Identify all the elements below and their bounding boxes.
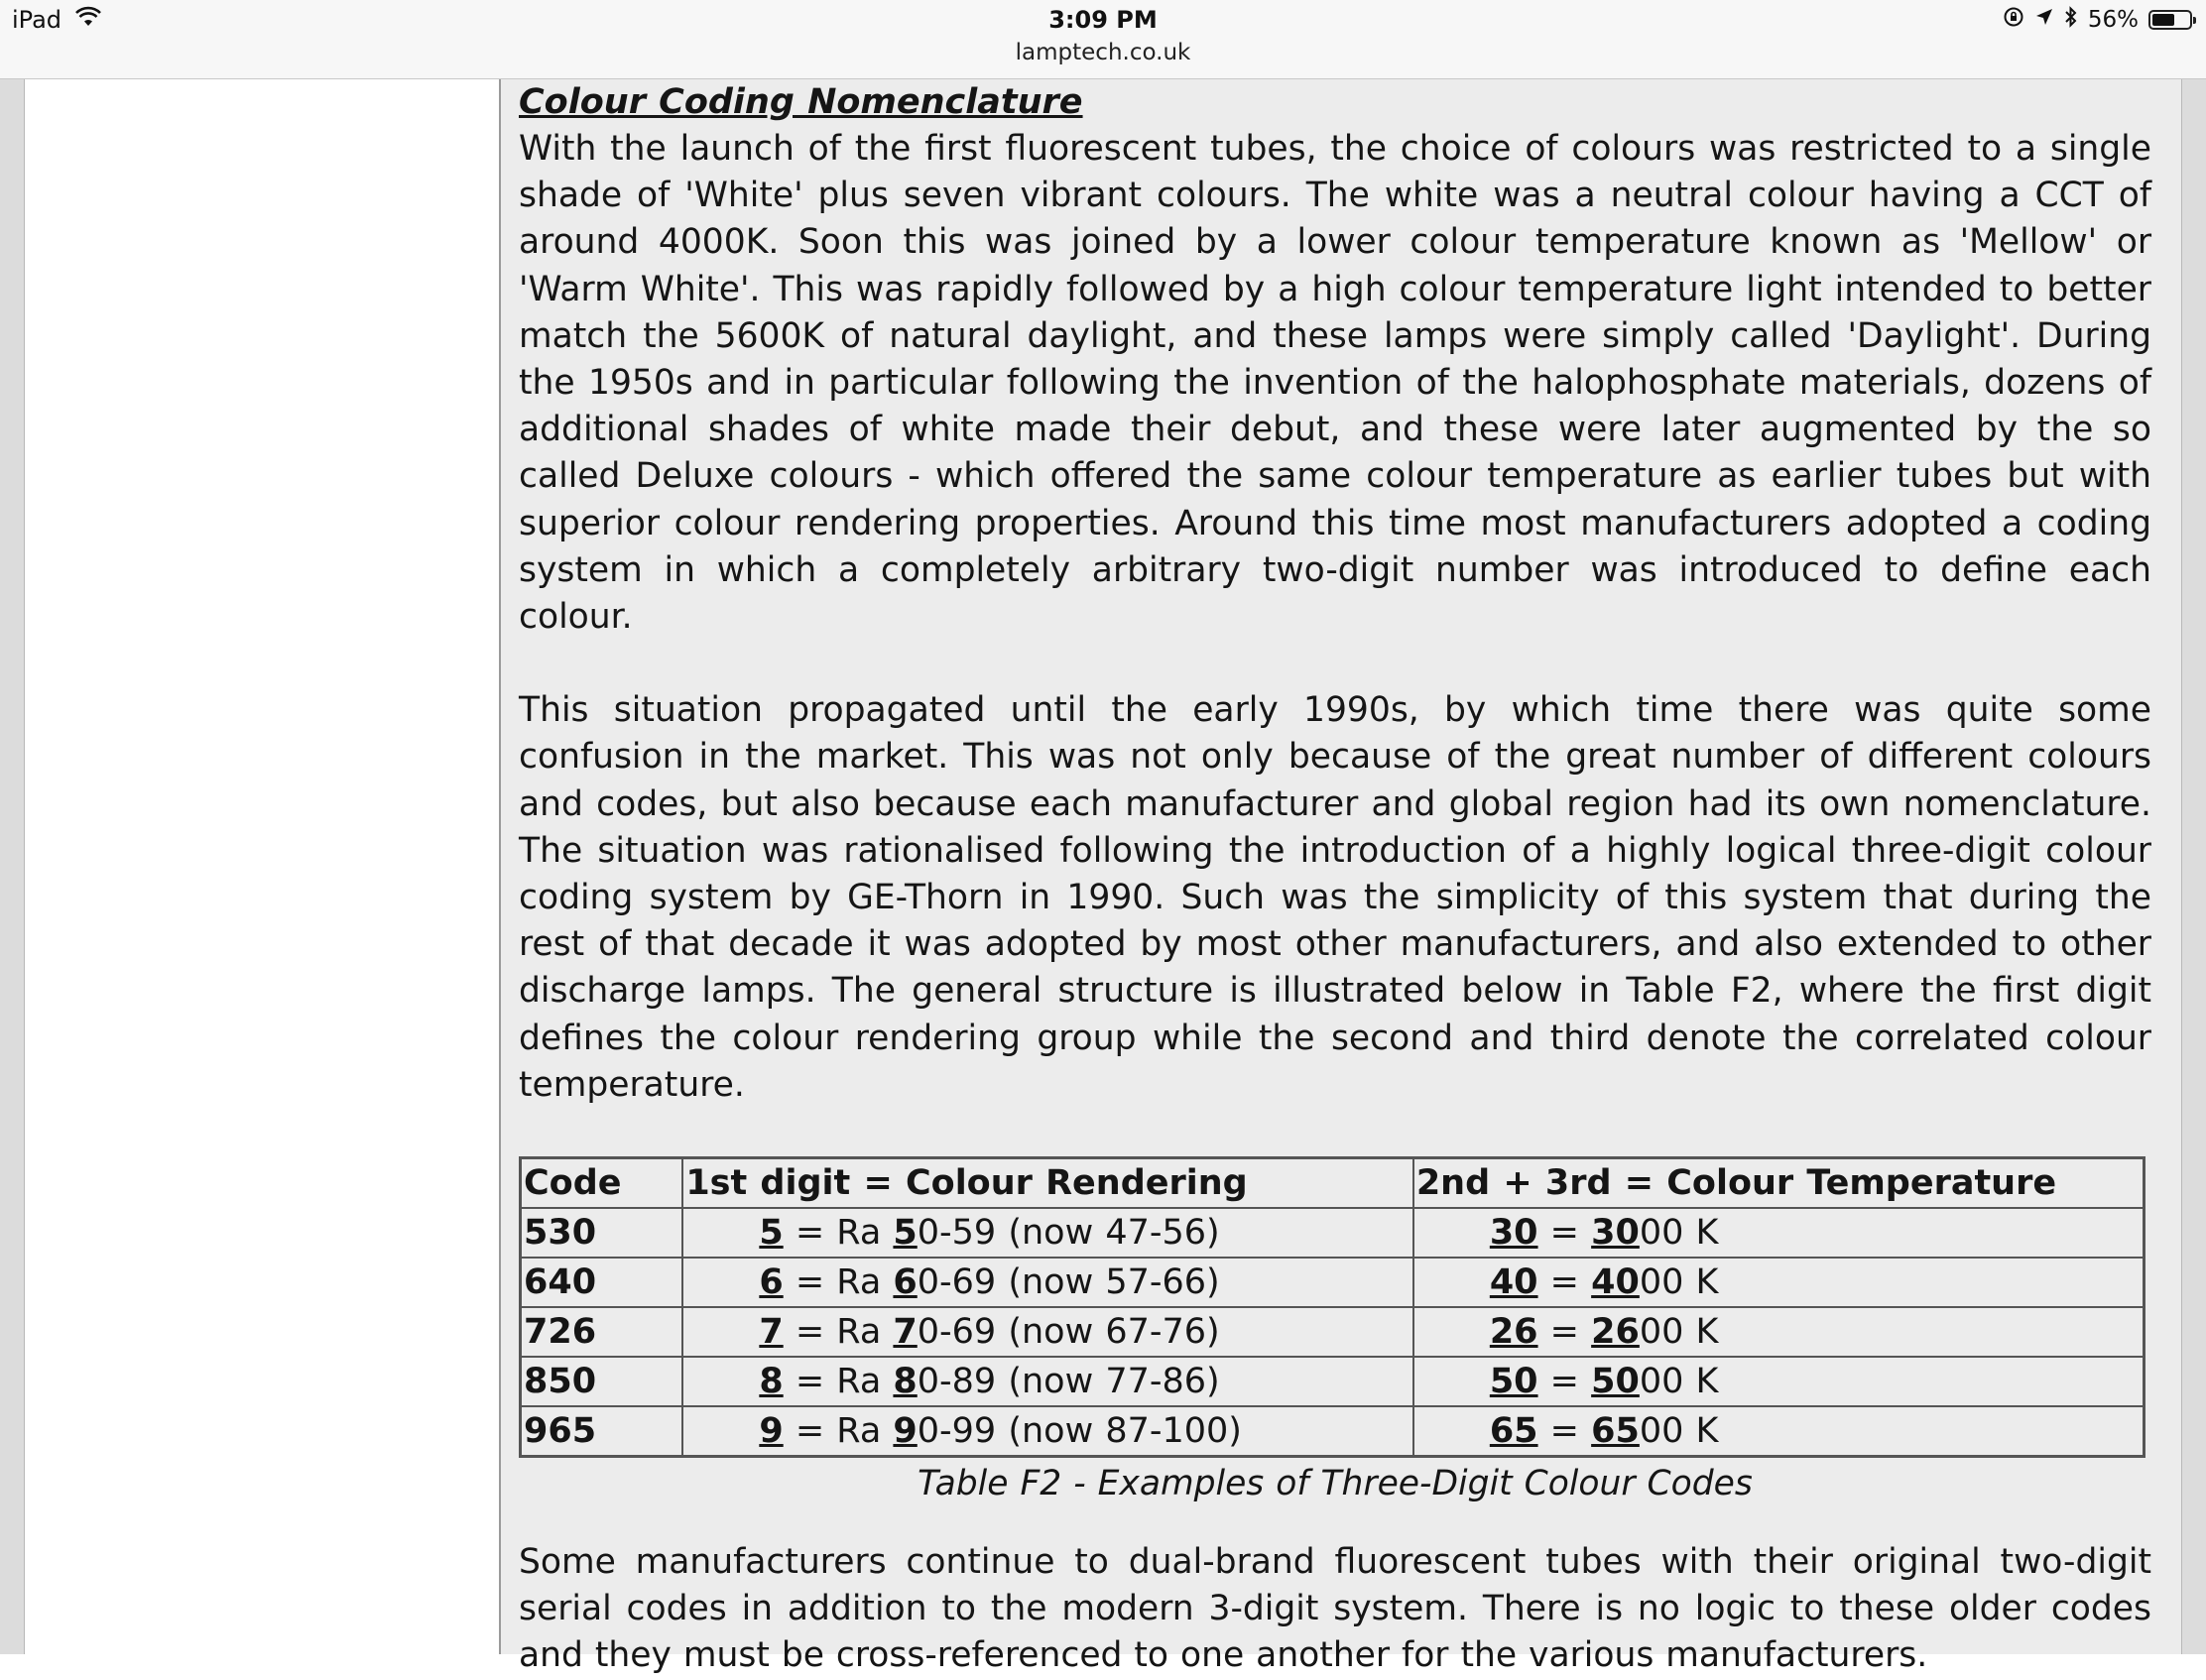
rendering-cell [682, 1258, 1413, 1307]
kelvin-rest: 00 K [1639, 1411, 1719, 1452]
kelvin-rest: 00 K [1639, 1312, 1719, 1353]
ra-range: 0-69 (now 57-66) [917, 1262, 1220, 1303]
temperature-cell [1413, 1208, 2145, 1258]
header-colour-rendering: 1st digit = Colour Rendering [682, 1158, 1413, 1209]
code-cell: 640 [521, 1258, 683, 1307]
kelvin-bold: 26 [1591, 1312, 1640, 1353]
paragraph-3: Some manufacturers continue to dual-brand fluorescent tubes with their original two-digit serial codes in addition to the modern 3-digit system. There is no logic to these older codes and they must be cross-referenced to one another for the various manufacturers. [519, 1542, 2151, 1676]
ra-prefix: = Ra [795, 1411, 894, 1452]
ra-range: 0-89 (now 77-86) [917, 1362, 1220, 1402]
equals-sign: = [1537, 1262, 1592, 1303]
kelvin-rest: 00 K [1639, 1213, 1719, 1254]
colour-code-table [519, 1156, 2145, 1458]
temp-digits: 40 [1489, 1262, 1538, 1303]
table-row [521, 1406, 2145, 1457]
paragraph-1: With the launch of the first fluorescent tubes, the choice of colours was restricted to a single shade of 'White' plus seven vibrant colours. The white was a neutral colour having a CCT of around 4000K. Soon this was joined by a lower colour temperature known as 'Mellow' or 'Warm White'. This was rapidly followed by a high colour temperature light intended to better match the 5600K of natural daylight, and these lamps were simply called 'Daylight'. During the 1950s and in particular following the invention of the halophosphate materials, dozens of additional shades of white made their debut, and these were later augmented by the so called Deluxe colours - which offered the same colour temperature as earlier tubes but with superior colour rendering properties. Around this time most manufacturers adopted a coding system in which a completely arbitrary two-digit number was introduced to define each colour. [519, 129, 2151, 638]
table-row [521, 1258, 2145, 1307]
header-colour-temperature: 2nd + 3rd = Colour Temperature [1413, 1158, 2145, 1209]
code-cell: 530 [521, 1208, 683, 1258]
temp-digits: 30 [1489, 1213, 1538, 1254]
ra-range: 0-59 (now 47-56) [917, 1213, 1220, 1254]
paragraph-2: This situation propagated until the early 1990s, by which time there was quite some confusion in the market. This was not only because of the great number of different colours and codes, but also because each manufacturer and global region had its own nomenclature. The situation was rationalised following the introduction of a highly logical three-digit colour coding system by GE-Thorn in 1990. Such was the simplicity of this system that during the rest of that decade it was adopted by most other manufacturers, and also extended to other discharge lamps. The general structure is illustrated below in Table F2, where the first digit defines the colour rendering group while the second and third denote the correlated colour temperature. [519, 690, 2151, 1105]
kelvin-bold: 30 [1591, 1213, 1640, 1254]
ra-prefix: = Ra [795, 1262, 894, 1303]
header-code: Code [521, 1158, 683, 1209]
ra-digit: 5 [893, 1213, 918, 1254]
table-row [521, 1307, 2145, 1357]
battery-percent: 56% [2087, 7, 2139, 33]
ra-range: 0-69 (now 67-76) [917, 1312, 1220, 1353]
table-row [521, 1357, 2145, 1406]
right-page-gutter [2181, 79, 2206, 1654]
temp-digits: 26 [1489, 1312, 1538, 1353]
kelvin-bold: 50 [1591, 1362, 1640, 1402]
ra-prefix: = Ra [795, 1213, 894, 1254]
rendering-cell [682, 1406, 1413, 1457]
article-body [519, 79, 2151, 1680]
article-content [501, 79, 2181, 1676]
clock: 3:09 PM [1048, 6, 1158, 34]
kelvin-bold: 65 [1591, 1411, 1640, 1452]
equals-sign: = [1537, 1411, 1592, 1452]
ra-prefix: = Ra [795, 1362, 894, 1402]
first-digit: 8 [759, 1362, 784, 1402]
rendering-cell [682, 1307, 1413, 1357]
code-cell: 726 [521, 1307, 683, 1357]
location-icon [2034, 7, 2054, 33]
status-right [2003, 6, 2192, 34]
temperature-cell [1413, 1258, 2145, 1307]
kelvin-rest: 00 K [1639, 1262, 1719, 1303]
ra-digit: 9 [893, 1411, 918, 1452]
temperature-cell [1413, 1357, 2145, 1406]
rotation-lock-icon [2003, 6, 2024, 34]
ra-range: 0-99 (now 87-100) [917, 1411, 1242, 1452]
section-title: Colour Coding Nomenclature [519, 82, 1083, 122]
equals-sign: = [1537, 1312, 1592, 1353]
equals-sign: = [1537, 1362, 1592, 1402]
equals-sign: = [1537, 1213, 1592, 1254]
code-cell: 965 [521, 1406, 683, 1457]
kelvin-rest: 00 K [1639, 1362, 1719, 1402]
first-digit: 7 [759, 1312, 784, 1353]
left-sidebar [25, 79, 501, 1654]
temp-digits: 50 [1489, 1362, 1538, 1402]
ra-prefix: = Ra [795, 1312, 894, 1353]
first-digit: 5 [759, 1213, 784, 1254]
ra-digit: 7 [893, 1312, 918, 1353]
bluetooth-icon [2064, 6, 2078, 34]
first-digit: 9 [759, 1411, 784, 1452]
temp-digits: 65 [1489, 1411, 1538, 1452]
left-page-gutter [0, 79, 25, 1654]
ra-digit: 8 [893, 1362, 918, 1402]
device-label: iPad [12, 6, 62, 34]
temperature-cell [1413, 1406, 2145, 1457]
table-row [521, 1208, 2145, 1258]
temperature-cell [1413, 1307, 2145, 1357]
table-header-row [521, 1158, 2145, 1209]
ra-digit: 6 [893, 1262, 918, 1303]
rendering-cell [682, 1357, 1413, 1406]
code-cell: 850 [521, 1357, 683, 1406]
table-caption: Table F2 - Examples of Three-Digit Colour Codes [918, 1464, 1753, 1504]
first-digit: 6 [759, 1262, 784, 1303]
ios-status-bar [0, 0, 2206, 79]
kelvin-bold: 40 [1591, 1262, 1640, 1303]
battery-icon [2148, 10, 2192, 30]
rendering-cell [682, 1208, 1413, 1258]
address-bar-url[interactable]: lamptech.co.uk [1015, 40, 1191, 65]
